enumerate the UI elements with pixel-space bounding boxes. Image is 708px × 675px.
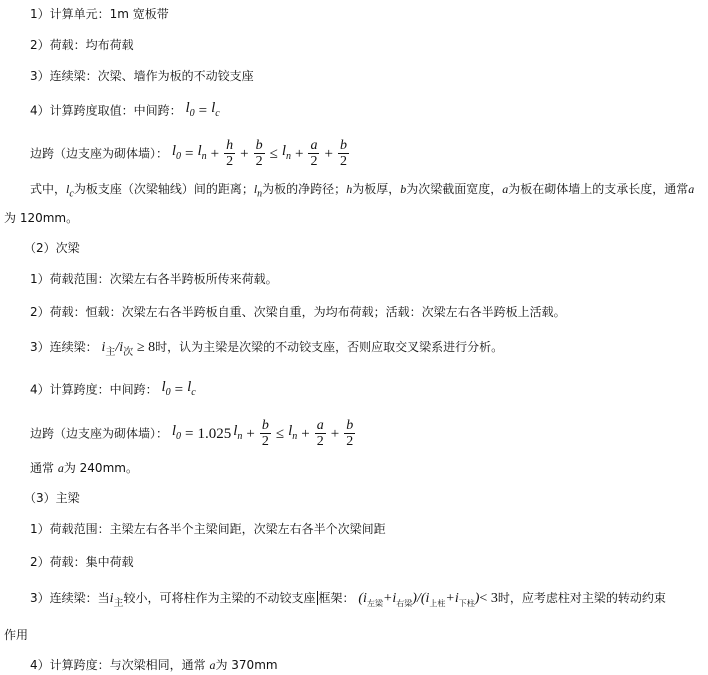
main-beam-continuous-line: 3）连续梁：当$i_主$较小，可将柱作为主梁的不动铰支座 框架： $(i_{左梁}+i_{右梁})/(i_{上柱}+i_{下柱})< 3$时，应考虑柱对主梁的转动约束 (30, 591, 666, 609)
span-middle-line (30, 100, 220, 122)
main-beam-mid: 较小，可将柱作为主梁的不动铰支座 (123, 591, 316, 605)
text-line-16: 1）荷载范围：主梁左右各半个主梁间距，次梁左右各半个次梁间距 (30, 522, 386, 536)
span-secondary-middle-line (30, 379, 196, 401)
text-line-9: 1）荷载范围：次梁左右各半跨板所传来荷载。 (30, 272, 278, 286)
text-line-14: 通常 a为 240mm。 (30, 461, 138, 475)
main-beam-label: 3）连续梁：当 (30, 591, 110, 605)
text-line-2: 2）荷载：均布荷载 (30, 38, 134, 52)
formula-edge-span-secondary: $l_0$ = 1.025 $l_n$ + $\frac{b}{2}$ ≤ $l_n$ + $\frac{a}{2}$ + $\frac{b}{2}$ (171, 418, 354, 449)
edge-span-secondary-line (30, 418, 356, 449)
text-line-20: 4）计算跨度：与次梁相同，通常 a为 370mm (30, 658, 278, 672)
main-span-label: 4）计算跨度：与次梁相同，通常 (30, 658, 206, 672)
def-prefix: 式中， (30, 182, 67, 196)
main-beam-tail: 时，应考虑柱对主梁的转动约束 (497, 591, 666, 605)
continuous-beam-line: 3）连续梁： $i_主/i_次 \ge 8$时，认为主梁是次梁的不动铰支座，否则应取交叉梁系进行分析。 (30, 340, 504, 358)
text-line-definitions: 式中，$l_c$为板支座（次梁轴线）间的距离；$l_n$为板的净跨径；h为板厚，b为次梁截面宽度，a为板在砌体墙上的支承长度，通常a (30, 182, 695, 200)
def-b: 为次梁截面宽度， (406, 182, 503, 196)
text-line-7: 为 120mm。 (4, 211, 79, 225)
formula-edge-span-slab: $l_0$ = $l_n$ + $\frac{h}{2}$ + $\frac{b}{2}$ ≤ $l_n$ + $\frac{a}{2}$ + $\frac{b}{2}$ (171, 138, 347, 169)
def-ln: 为板的净跨径； (262, 182, 347, 196)
edge-span-secondary-label: 边跨（边支座为砌体墙）： (30, 426, 169, 441)
def-h: 为板厚， (352, 182, 401, 196)
edge-span-line (30, 138, 350, 169)
usually-tail: 为 240mm。 (63, 461, 138, 475)
section-heading-main-beam: （3）主梁 (24, 491, 80, 505)
text-line-3: 3）连续梁：次梁、墙作为板的不动铰支座 (30, 69, 254, 83)
span-label: 4）计算跨度取值：中间跨： (30, 103, 182, 118)
frame-label: 框架： (318, 591, 355, 605)
text-line-17: 2）荷载：集中荷载 (30, 555, 134, 569)
formula-secondary-middle: $l_0$ = $l_c$ (161, 379, 196, 398)
def-a: 为板在砌体墙上的支承长度，通常 (508, 182, 689, 196)
formula-middle-span: $l_0$ = $l_c$ (185, 100, 220, 119)
text-line-10: 2）荷载：恒载：次梁左右各半跨板自重、次梁自重，为均布荷载；活载：次梁左右各半跨板上活载。 (30, 305, 566, 319)
main-span-tail: 为 370mm (215, 658, 278, 672)
text-line-19: 作用 (4, 628, 29, 642)
usually-label: 通常 (30, 461, 55, 475)
span-secondary-label: 4）计算跨度：中间跨： (30, 382, 158, 397)
continuous-beam-label: 3）连续梁： (30, 340, 98, 354)
section-heading-secondary-beam: （2）次梁 (24, 241, 80, 255)
def-lc: 为板支座（次梁轴线）间的距离； (73, 182, 254, 196)
continuous-beam-tail: ，认为主梁是次梁的不动铰支座，否则应取交叉梁系进行分析。 (167, 340, 504, 354)
edge-span-label: 边跨（边支座为砌体墙）： (30, 146, 169, 161)
text-line-1: 1）计算单元：1m 宽板带 (30, 7, 169, 21)
